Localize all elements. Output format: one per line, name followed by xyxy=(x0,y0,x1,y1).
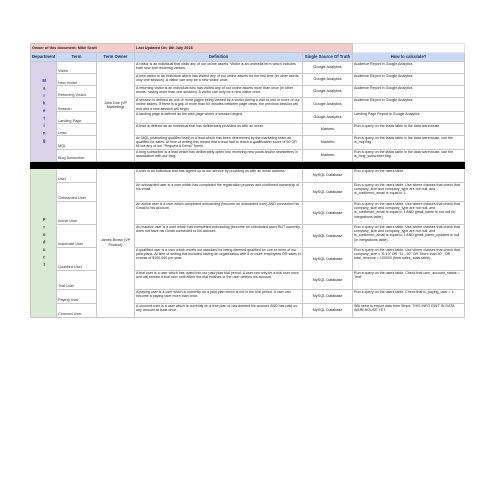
last-updated[interactable]: Last Updated On: 8th July 2018 xyxy=(135,44,353,53)
calculation-cell[interactable]: Run a query on the users table. Use where clauses that check that company_size and company_type are not null, and is_confirmed_email is equal to 1 AND gmail_token is not null (in integrations table). xyxy=(353,201,465,224)
term-cell[interactable]: Active User xyxy=(57,201,97,224)
term-owner-cell[interactable]: James Brown (VP Product) xyxy=(97,168,135,317)
table-row xyxy=(31,270,465,289)
source-cell[interactable]: Google Analytics xyxy=(303,111,353,123)
header-department[interactable]: Department xyxy=(31,53,57,62)
definition-cell[interactable]: A landing page is defined as the web page where a session begins. xyxy=(135,111,303,123)
calculation-cell[interactable]: Will need to export data from Stripe. THIS INFO ISN'T IN DATA WAREHOUSE YET. xyxy=(353,303,465,317)
definition-cell[interactable]: An inactive user is a user which has completed onboarding (become an onboarded user) BUT currently does not have his Gmail connected to his account. xyxy=(135,224,303,247)
definition-cell[interactable]: A trial user is a user which has opted into our paid plan trial period. A user can only be a trial user once and will remain a trial user until either the trial finishes or the user deletes his account. xyxy=(135,270,303,289)
definition-cell[interactable]: A blog subscriber is a lead which has deliberately opted into receiving new posts and/or newsletters in association with our blog. xyxy=(135,149,303,161)
source-cell[interactable]: MySQL Database xyxy=(303,247,353,270)
header-how-to-calculate[interactable]: How to calculate? xyxy=(353,53,465,62)
source-cell[interactable]: Marketo xyxy=(303,149,353,161)
department-label: Product xyxy=(41,216,47,270)
term-cell[interactable]: Blog Subscriber xyxy=(57,149,97,161)
table-row xyxy=(31,86,465,98)
table-row xyxy=(31,289,465,303)
calculation-cell[interactable]: Run a query on the users table. Check that user_account_status = "trial" xyxy=(353,270,465,289)
definition-cell[interactable]: A returning visitor is an individual who has visited any of our online assets more than once (in other words, having more than one session). A visitor can only be a new visitor once. xyxy=(135,86,303,98)
table-row xyxy=(31,224,465,247)
calculation-cell[interactable]: Run a query on the users table. Use where clauses that check that company_size and company_type are not null, and is_confirmed_email is equal to 1. xyxy=(353,182,465,201)
term-cell[interactable]: New Visitor xyxy=(57,74,97,86)
header-definition[interactable]: Definition xyxy=(135,53,303,62)
term-cell[interactable]: Churned User xyxy=(57,303,97,317)
table-row xyxy=(31,74,465,86)
definition-cell[interactable]: An onboarded user is a user which has completed the registration process and confirmed ownership of his email. xyxy=(135,182,303,201)
definition-cell[interactable]: A session is defined as one or more pages being viewed by a visitor during a visit to one or more of our online assets. If there is a gap of more than 60 minutes between page views, the previous session will end and a new session will begin. xyxy=(135,98,303,112)
table-row xyxy=(31,201,465,224)
definition-cell[interactable]: A new visitor is an individual which has visited any of our online assets for the first time (in other words, only one session). A visitor can only be a new visitor once. xyxy=(135,74,303,86)
calculation-cell[interactable]: Audience Report in Google Analytics xyxy=(353,98,465,112)
calculation-cell[interactable]: Run a query on the leads table in the data warehouse, use the is_mql flag xyxy=(353,135,465,149)
calculation-cell[interactable]: Run a query on the users table xyxy=(353,168,465,182)
data-dictionary-sheet xyxy=(30,43,464,318)
term-cell[interactable]: Visitor xyxy=(57,62,97,74)
source-cell[interactable]: Marketo xyxy=(303,123,353,135)
calculation-cell[interactable]: Audience Report in Google Analytics xyxy=(353,62,465,74)
empty-cell[interactable] xyxy=(353,44,465,53)
term-cell[interactable]: MQL xyxy=(57,135,97,149)
table-row xyxy=(31,247,465,270)
table-row xyxy=(31,168,465,182)
definition-cell[interactable]: A user is an individual that has signed up to our service by providing us with an email address. xyxy=(135,168,303,182)
source-cell[interactable]: Google Analytics xyxy=(303,86,353,98)
term-cell[interactable]: Inactivate User xyxy=(57,224,97,247)
term-cell[interactable]: Lead xyxy=(57,123,97,135)
data-dictionary-table xyxy=(30,43,465,318)
source-cell[interactable]: Google Analytics xyxy=(303,98,353,112)
header-term[interactable]: Term xyxy=(57,53,97,62)
calculation-cell[interactable]: Run a query on the users table. Use where clauses that check that company_size and company_type are not null, and is_confirmed_email is equal to 1 AND gmail_token_updated is null (in integrations table). xyxy=(353,224,465,247)
table-row xyxy=(31,111,465,123)
table-row xyxy=(31,62,465,74)
header-row xyxy=(31,53,465,62)
source-cell[interactable]: MySQL Database xyxy=(303,182,353,201)
header-source[interactable]: Single Source Of Truth xyxy=(303,53,353,62)
source-cell[interactable]: MySQL Database xyxy=(303,289,353,303)
term-cell[interactable]: Session xyxy=(57,98,97,112)
source-cell[interactable]: Google Analytics xyxy=(303,62,353,74)
document-owner[interactable]: Owner of this document: Mike Scott xyxy=(31,44,135,53)
source-cell[interactable]: MySQL Database xyxy=(303,303,353,317)
source-cell[interactable]: MySQL Database xyxy=(303,270,353,289)
definition-cell[interactable]: A paying user is a user which is currently on a paid plan which is not in the trial period. A user can become a paying user more than once. xyxy=(135,289,303,303)
source-cell[interactable]: MySQL Database xyxy=(303,224,353,247)
definition-cell[interactable]: A lead is defined as an individual that has deliberately provided us with an email. xyxy=(135,123,303,135)
definition-cell[interactable]: A churned user is a user which is currently on a free plan or has deleted his account AND has paid us any amount at least once. xyxy=(135,303,303,317)
source-cell[interactable]: MySQL Database xyxy=(303,168,353,182)
table-row xyxy=(31,135,465,149)
term-cell[interactable]: Qualified User xyxy=(57,247,97,270)
term-owner-cell[interactable]: John Doe (VP Marketing) xyxy=(97,62,135,150)
calculation-cell[interactable]: Audience Report in Google Analytics xyxy=(353,74,465,86)
department-label: Marketing xyxy=(41,77,47,146)
definition-cell[interactable]: A visitor is an individual that visits any of our online assets. Visitor is an umbrella term which includes both new and returning visitors. xyxy=(135,62,303,74)
table-row xyxy=(31,182,465,201)
term-cell[interactable]: Onboarded User xyxy=(57,182,97,201)
calculation-cell[interactable]: Run a query on the users table. Use where clauses that check that company_size = "6-10" OR "11 - 50" OR "More than 50", OR total_revenue > 100000 (from sales_stats table). xyxy=(353,247,465,270)
term-cell[interactable]: Returning Visitor xyxy=(57,86,97,98)
source-cell[interactable]: Marketo xyxy=(303,135,353,149)
table-row xyxy=(31,123,465,135)
document-info-row xyxy=(31,44,465,53)
table-row xyxy=(31,98,465,112)
header-term-owner[interactable]: Term Owner xyxy=(97,53,135,62)
department-cell[interactable] xyxy=(31,62,57,162)
section-separator xyxy=(31,161,465,168)
table-row xyxy=(31,149,465,161)
term-owner-cell[interactable] xyxy=(97,149,135,161)
source-cell[interactable]: Google Analytics xyxy=(303,74,353,86)
term-cell[interactable]: Paying User xyxy=(57,289,97,303)
term-cell[interactable]: Landing Page xyxy=(57,111,97,123)
marketing-section xyxy=(31,62,465,162)
product-section xyxy=(31,168,465,317)
definition-cell[interactable]: A qualified user is a user which meets our standard for being deemed qualified for one or more of our paid plans. At time of writing this included having an organization with 5 or more employees OR sales in excess of $100,000 per year. xyxy=(135,247,303,270)
calculation-cell[interactable]: Run a query on the leads table in the data warehouse, use the is_blog_subscriber flag xyxy=(353,149,465,161)
definition-cell[interactable]: An active user is a user which completed onboarding (become an onboarded user) AND connected his Gmail to his account. xyxy=(135,201,303,224)
department-cell[interactable] xyxy=(31,168,57,317)
calculation-cell[interactable]: Audience Report in Google Analytics xyxy=(353,86,465,98)
table-row xyxy=(31,303,465,317)
calculation-cell[interactable]: Run a query on the leads table in the data warehouse xyxy=(353,123,465,135)
term-cell[interactable]: User xyxy=(57,168,97,182)
term-cell[interactable]: Trial User xyxy=(57,270,97,289)
calculation-cell[interactable]: Run a query on the users table. Check that is_paying_user = 1. xyxy=(353,289,465,303)
definition-cell[interactable]: An MQL (marketing qualified lead) is a lead which has been determined by the marketing team as qualified for sales. At time of writing this meant that a lead had to reach a qualification score of 50 OR fill out any of our "Request A Demo" forms. xyxy=(135,135,303,149)
source-cell[interactable]: MySQL Database xyxy=(303,201,353,224)
calculation-cell[interactable]: Landing Page Report in Google Analytics xyxy=(353,111,465,123)
